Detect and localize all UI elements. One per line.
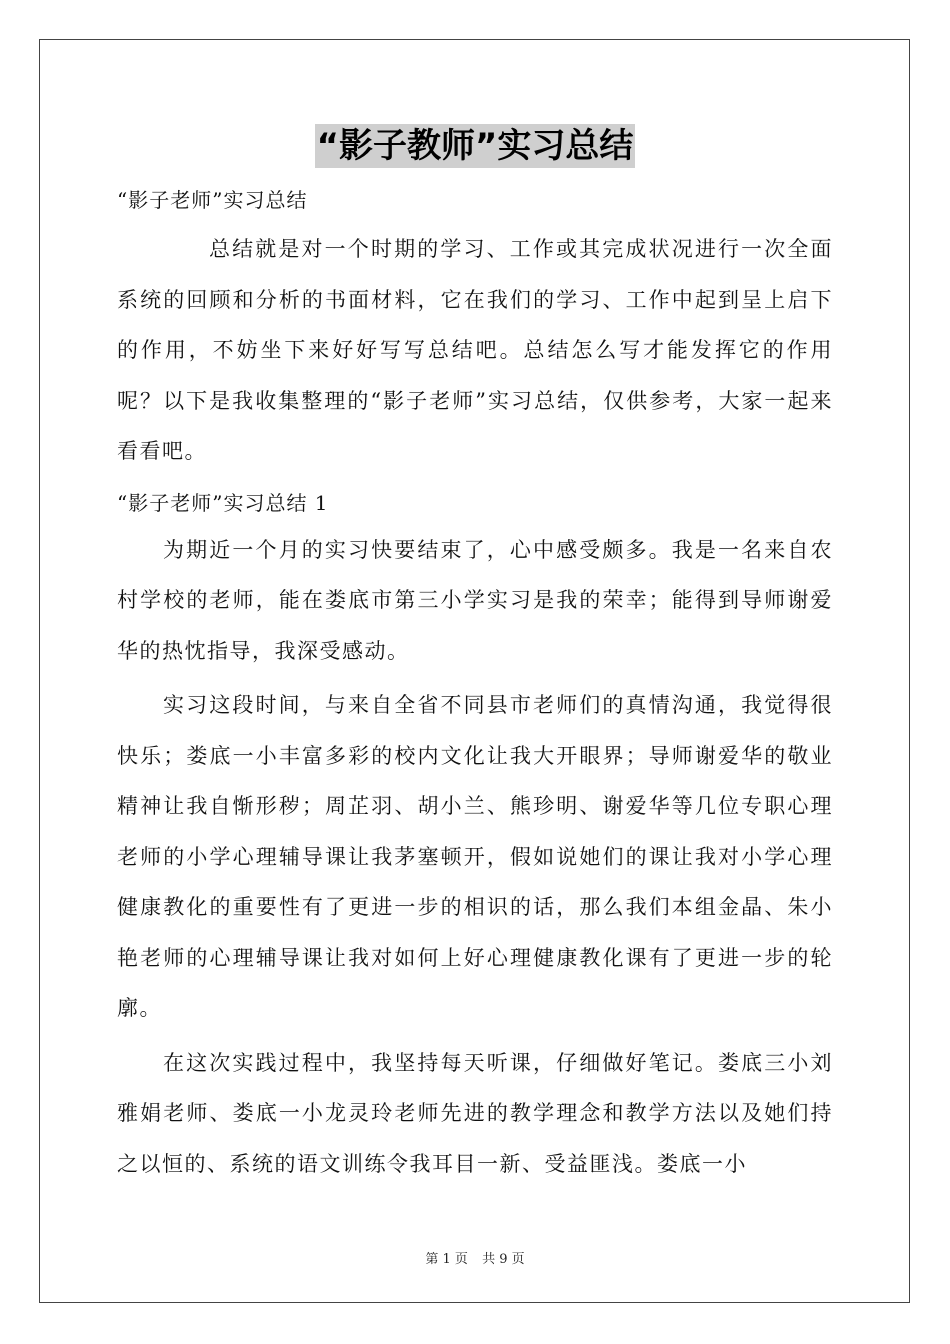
section-heading: “影子老师”实习总结 1 — [117, 490, 329, 515]
page-total: 共 9 页 — [482, 1252, 525, 1267]
document-title: “影子教师”实习总结 — [316, 126, 634, 166]
intro-paragraph: 总结就是对一个时期的学习、工作或其完成状况进行一次全面系统的回顾和分析的书面材料，它在我们的学习、工作中起到呈上启下的作用，不妨坐下来好好写写总结吧。总结怎么写才能发挥它的作用呢？以下是我收集整理的“影子老师”实习总结，仅供参考，大家一起来看看吧。 — [117, 237, 833, 463]
document-subtitle: “影子老师”实习总结 — [117, 188, 308, 212]
page-footer — [0, 1248, 950, 1267]
document-body — [117, 178, 833, 1193]
page-number: 第 1 页 — [425, 1252, 468, 1267]
title-container — [0, 124, 950, 168]
body-paragraph-1: 为期近一个月的实习快要结束了，心中感受颇多。我是一名来自农村学校的老师，能在娄底市第三小学实习是我的荣幸；能得到导师谢爱华的热忱指导，我深受感动。 — [117, 537, 833, 663]
body-paragraph-3: 在这次实践过程中，我坚持每天听课，仔细做好笔记。娄底三小刘雅娟老师、娄底一小龙灵玲老师先进的教学理念和教学方法以及她们持之以恒的、系统的语文训练令我耳目一新、受益匪浅。娄底一小 — [117, 1050, 833, 1176]
body-paragraph-2: 实习这段时间，与来自全省不同县市老师们的真情沟通，我觉得很快乐；娄底一小丰富多彩的校内文化让我大开眼界；导师谢爱华的敬业精神让我自惭形秽；周芷羽、胡小兰、熊珍明、谢爱华等几位专职心理老师的小学心理辅导课让我茅塞顿开，假如说她们的课让我对小学心理健康教化的重要性有了更进一步的相识的话，那么我们本组金晶、朱小艳老师的心理辅导课让我对如何上好心理健康教化课有了更进一步的轮廓。 — [117, 693, 833, 1020]
